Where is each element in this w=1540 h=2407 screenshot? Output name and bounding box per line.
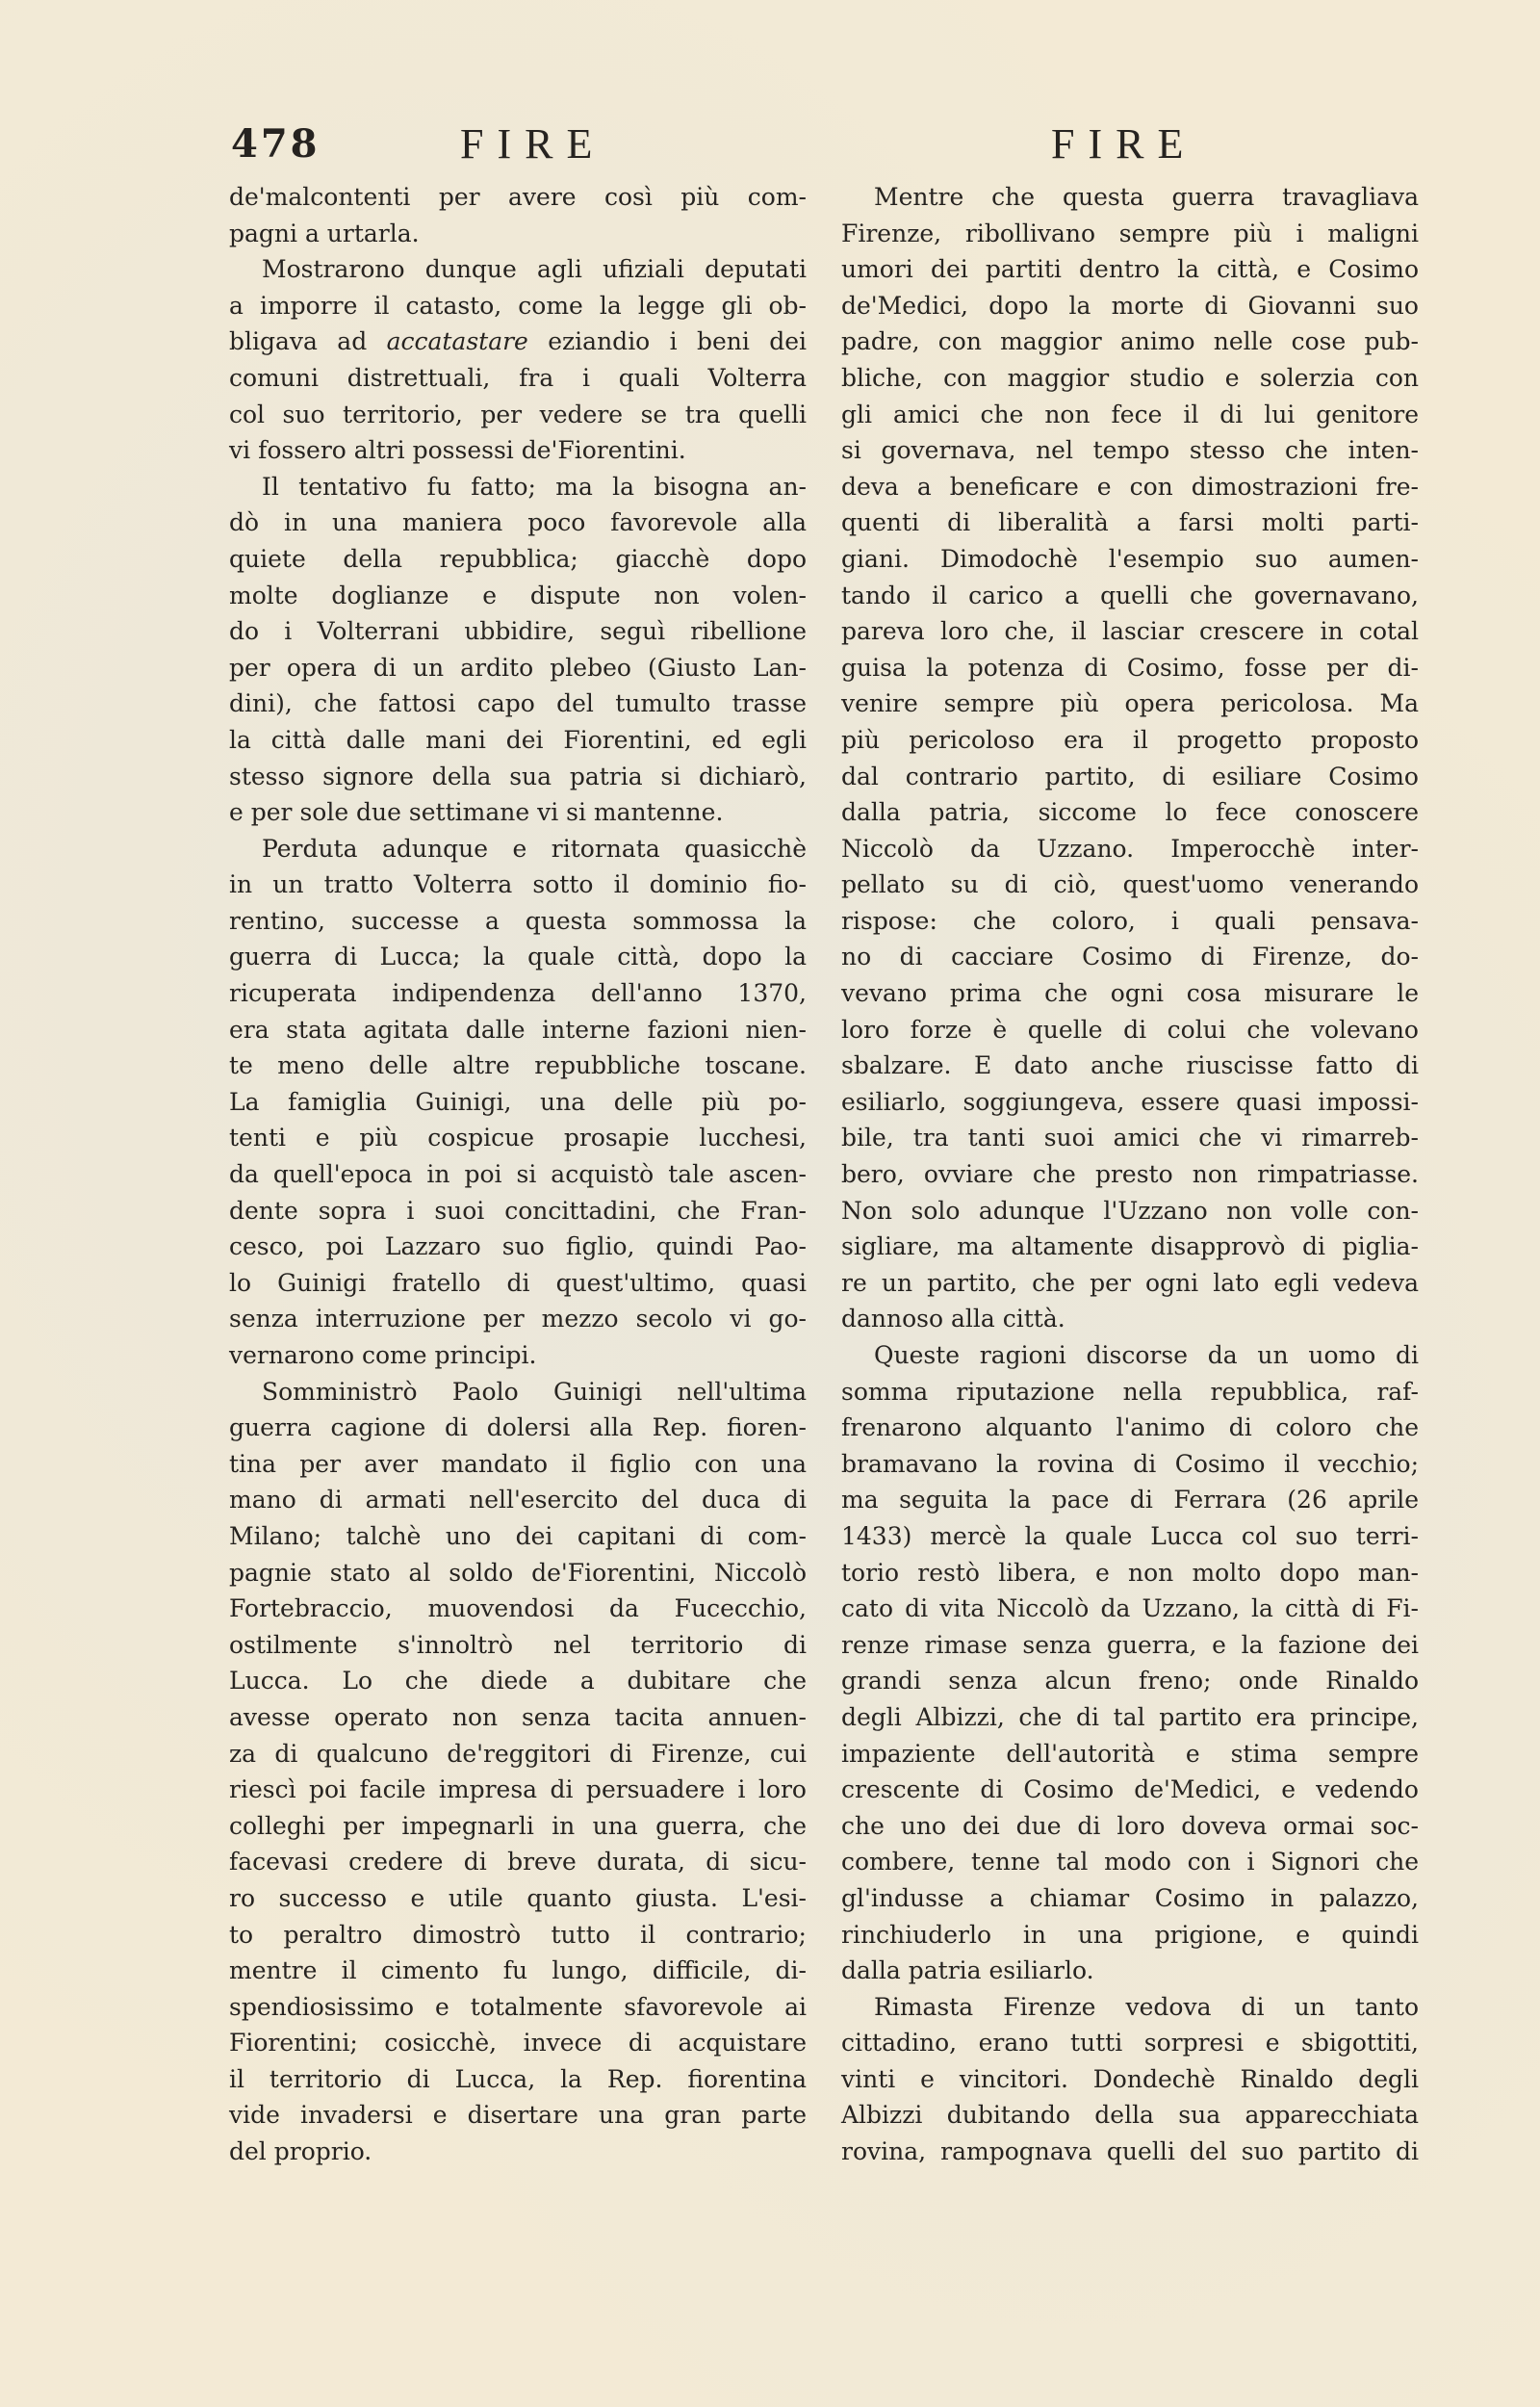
text-line: padre, con maggior animo nelle cose pub- bbox=[841, 327, 1419, 356]
text-line: si governava, nel tempo stesso che inten- bbox=[841, 436, 1419, 465]
text-line: re un partito, che per ogni lato egli vedeva bbox=[841, 1268, 1419, 1297]
text-line: più pericoloso era il progetto proposto bbox=[841, 725, 1419, 754]
text-line: pagnie stato al soldo de'Fiorentini, Niccolò bbox=[229, 1558, 807, 1587]
text-line: umori dei partiti dentro la città, e Cosimo bbox=[841, 255, 1419, 284]
text-line: no di cacciare Cosimo di Firenze, do- bbox=[841, 943, 1419, 971]
text-line: mano di armati nell'esercito del duca di bbox=[229, 1486, 807, 1514]
text-line: Firenze, ribollivano sempre più i maligni bbox=[841, 219, 1419, 247]
text-line: ricuperata indipendenza dell'anno 1370, bbox=[229, 979, 807, 1008]
text-line: Mostrarono dunque agli ufiziali deputati bbox=[262, 255, 807, 284]
text-line: cittadino, erano tutti sorpresi e sbigottiti, bbox=[841, 2029, 1419, 2058]
text-line: tando il carico a quelli che governavano, bbox=[841, 581, 1419, 609]
text-line: Il tentativo fu fatto; ma la bisogna an- bbox=[262, 472, 807, 501]
text-line: dalla patria, siccome lo fece conoscere bbox=[841, 798, 1419, 827]
running-head-left: FIRE bbox=[460, 120, 606, 168]
text-line: del proprio. bbox=[229, 2137, 372, 2166]
text-line: bile, tra tanti suoi amici che vi rimarreb- bbox=[841, 1124, 1419, 1152]
text-line: bero, ovviare che presto non rimpatriasse. bbox=[841, 1160, 1419, 1189]
text-line: a imporre il catasto, come la legge gli ob- bbox=[229, 291, 807, 320]
running-head-right: FIRE bbox=[1051, 120, 1197, 168]
italic-term: accatastare bbox=[386, 327, 528, 356]
text-line: venire sempre più opera pericolosa. Ma bbox=[841, 689, 1419, 718]
text-line: rinchiuderlo in una prigione, e quindi bbox=[841, 1920, 1419, 1949]
text-line: mentre il cimento fu lungo, difficile, di- bbox=[229, 1956, 807, 1985]
text-line: Rimasta Firenze vedova di un tanto bbox=[874, 1992, 1419, 2021]
text-line: molte doglianze e dispute non volen- bbox=[229, 581, 807, 609]
text-line: dannoso alla città. bbox=[841, 1305, 1065, 1333]
text-line: cesco, poi Lazzaro suo figlio, quindi Pao- bbox=[229, 1232, 807, 1261]
text-line: dini), che fattosi capo del tumulto trasse bbox=[229, 689, 807, 718]
text-line: comuni distrettuali, fra i quali Volterra bbox=[229, 363, 807, 392]
text-line: bliche, con maggior studio e solerzia con bbox=[841, 363, 1419, 392]
text-line: era stata agitata dalle interne fazioni nien- bbox=[229, 1015, 807, 1044]
text-line: pellato su di ciò, quest'uomo venerando bbox=[841, 870, 1419, 899]
text-line: impaziente dell'autorità e stima sempre bbox=[841, 1739, 1419, 1768]
text-line: sigliare, ma altamente disapprovò di piglia- bbox=[841, 1232, 1419, 1261]
text-line: gl'indusse a chiamar Cosimo in palazzo, bbox=[841, 1883, 1419, 1912]
text-line: do i Volterrani ubbidire, seguì ribellione bbox=[229, 617, 807, 646]
text-line: Fiorentini; cosicchè, invece di acquistare bbox=[229, 2029, 807, 2058]
text-line: dalla patria esiliarlo. bbox=[841, 1956, 1094, 1985]
text-line: de'Medici, dopo la morte di Giovanni suo bbox=[841, 291, 1419, 320]
text-line: crescente di Cosimo de'Medici, e vedendo bbox=[841, 1775, 1419, 1804]
text-line: dal contrario partito, di esiliare Cosimo bbox=[841, 762, 1419, 790]
text-line: pareva loro che, il lasciar crescere in cotal bbox=[841, 617, 1419, 646]
text-line: e per sole due settimane vi si mantenne. bbox=[229, 798, 724, 827]
text-line: la città dalle mani dei Fiorentini, ed egli bbox=[229, 725, 807, 754]
text-line: vinti e vincitori. Dondechè Rinaldo degli bbox=[841, 2064, 1419, 2093]
text-line: Lucca. Lo che diede a dubitare che bbox=[229, 1667, 807, 1695]
text-line: somma riputazione nella repubblica, raf- bbox=[841, 1377, 1419, 1406]
text-line: Queste ragioni discorse da un uomo di bbox=[874, 1341, 1419, 1369]
text-line: giani. Dimodochè l'esempio suo aumen- bbox=[841, 544, 1419, 573]
text-line: per opera di un ardito plebeo (Giusto Lan- bbox=[229, 653, 807, 682]
text-line: Niccolò da Uzzano. Imperocchè inter- bbox=[841, 834, 1419, 863]
text-line: tina per aver mandato il figlio con una bbox=[229, 1449, 807, 1478]
text-line: renze rimase senza guerra, e la fazione dei bbox=[841, 1630, 1419, 1659]
text-line: rentino, successe a questa sommossa la bbox=[229, 906, 807, 935]
text-line: deva a beneficare e con dimostrazioni fre- bbox=[841, 472, 1419, 501]
text-line: ostilmente s'innoltrò nel territorio di bbox=[229, 1630, 807, 1659]
text-line: vi fossero altri possessi de'Fiorentini. bbox=[229, 436, 686, 465]
text-line: ro successo e utile quanto giusta. L'esi- bbox=[229, 1883, 807, 1912]
text-line: bramavano la rovina di Cosimo il vecchio; bbox=[841, 1449, 1419, 1478]
text-line: esiliarlo, soggiungeva, essere quasi impossi- bbox=[841, 1087, 1419, 1116]
text-line: Perduta adunque e ritornata quasicchè bbox=[262, 834, 807, 863]
text-line: to peraltro dimostrò tutto il contrario; bbox=[229, 1920, 807, 1949]
text-column-right bbox=[841, 179, 1419, 2170]
text-line: combere, tenne tal modo con i Signori che bbox=[841, 1848, 1419, 1876]
text-line: quiete della repubblica; giacchè dopo bbox=[229, 544, 807, 573]
text-line: Somministrò Paolo Guinigi nell'ultima bbox=[262, 1377, 807, 1406]
text-line: dò in una maniera poco favorevole alla bbox=[229, 508, 807, 537]
text-line: te meno delle altre repubbliche toscane. bbox=[229, 1051, 807, 1080]
text-line: spendiosissimo e totalmente sfavorevole ai bbox=[229, 1992, 807, 2021]
text-line: guerra di Lucca; la quale città, dopo la bbox=[229, 943, 807, 971]
text-line: quenti di liberalità a farsi molti parti- bbox=[841, 508, 1419, 537]
text-line: za di qualcuno de'reggitori di Firenze, cui bbox=[229, 1739, 807, 1768]
text-line: Non solo adunque l'Uzzano non volle con- bbox=[841, 1196, 1419, 1225]
text-line: pagni a urtarla. bbox=[229, 219, 420, 247]
text-line: cato di vita Niccolò da Uzzano, la città di Fi- bbox=[841, 1594, 1419, 1623]
text-line: bligava ad accatastare eziandio i beni dei bbox=[229, 327, 807, 356]
text-line: tenti e più cospicue prosapie lucchesi, bbox=[229, 1124, 807, 1152]
text-line: Mentre che questa guerra travagliava bbox=[874, 183, 1419, 211]
text-line: La famiglia Guinigi, una delle più po- bbox=[229, 1087, 807, 1116]
text-line: che uno dei due di loro doveva ormai soc- bbox=[841, 1811, 1419, 1840]
text-line: gli amici che non fece il di lui genitore bbox=[841, 400, 1419, 428]
text-column-left bbox=[229, 179, 807, 2170]
text-line: ma seguita la pace di Ferrara (26 aprile bbox=[841, 1486, 1419, 1514]
text-line: degli Albizzi, che di tal partito era principe, bbox=[841, 1702, 1419, 1731]
text-line: Albizzi dubitando della sua apparecchiata bbox=[841, 2101, 1419, 2130]
text-line: 1433) mercè la quale Lucca col suo terri- bbox=[841, 1521, 1419, 1550]
text-line: lo Guinigi fratello di quest'ultimo, quasi bbox=[229, 1268, 807, 1297]
text-line: guisa la potenza di Cosimo, fosse per di- bbox=[841, 653, 1419, 682]
text-line: stesso signore della sua patria si dichiarò, bbox=[229, 762, 807, 790]
text-line: colleghi per impegnarli in una guerra, che bbox=[229, 1811, 807, 1840]
text-line: avesse operato non senza tacita annuen- bbox=[229, 1702, 807, 1731]
text-line: vevano prima che ogni cosa misurare le bbox=[841, 979, 1419, 1008]
text-line: facevasi credere di breve durata, di sicu- bbox=[229, 1848, 807, 1876]
text-line: vernarono come principi. bbox=[229, 1341, 537, 1369]
text-line: vide invadersi e disertare una gran parte bbox=[229, 2101, 807, 2130]
text-line: il territorio di Lucca, la Rep. fiorentina bbox=[229, 2064, 807, 2093]
text-line: sbalzare. E dato anche riuscisse fatto di bbox=[841, 1051, 1419, 1080]
text-line: senza interruzione per mezzo secolo vi go- bbox=[229, 1305, 807, 1333]
text-line: guerra cagione di dolersi alla Rep. fioren- bbox=[229, 1413, 807, 1442]
page-number: 478 bbox=[231, 121, 321, 167]
text-line: frenarono alquanto l'animo di coloro che bbox=[841, 1413, 1419, 1442]
text-line: da quell'epoca in poi si acquistò tale ascen- bbox=[229, 1160, 807, 1189]
text-line: torio restò libera, e non molto dopo man- bbox=[841, 1558, 1419, 1587]
text-line: loro forze è quelle di colui che volevano bbox=[841, 1015, 1419, 1044]
text-line: riescì poi facile impresa di persuadere i loro bbox=[229, 1775, 807, 1804]
text-line: grandi senza alcun freno; onde Rinaldo bbox=[841, 1667, 1419, 1695]
text-line: rovina, rampognava quelli del suo partito di bbox=[841, 2137, 1419, 2166]
text-line: Milano; talchè uno dei capitani di com- bbox=[229, 1521, 807, 1550]
text-line: dente sopra i suoi concittadini, che Fran- bbox=[229, 1196, 807, 1225]
text-line: col suo territorio, per vedere se tra quelli bbox=[229, 400, 807, 428]
text-line: Fortebraccio, muovendosi da Fucecchio, bbox=[229, 1594, 807, 1623]
text-line: de'malcontenti per avere così più com- bbox=[229, 183, 807, 211]
text-line: rispose: che coloro, i quali pensava- bbox=[841, 906, 1419, 935]
text-line: in un tratto Volterra sotto il dominio fio- bbox=[229, 870, 807, 899]
